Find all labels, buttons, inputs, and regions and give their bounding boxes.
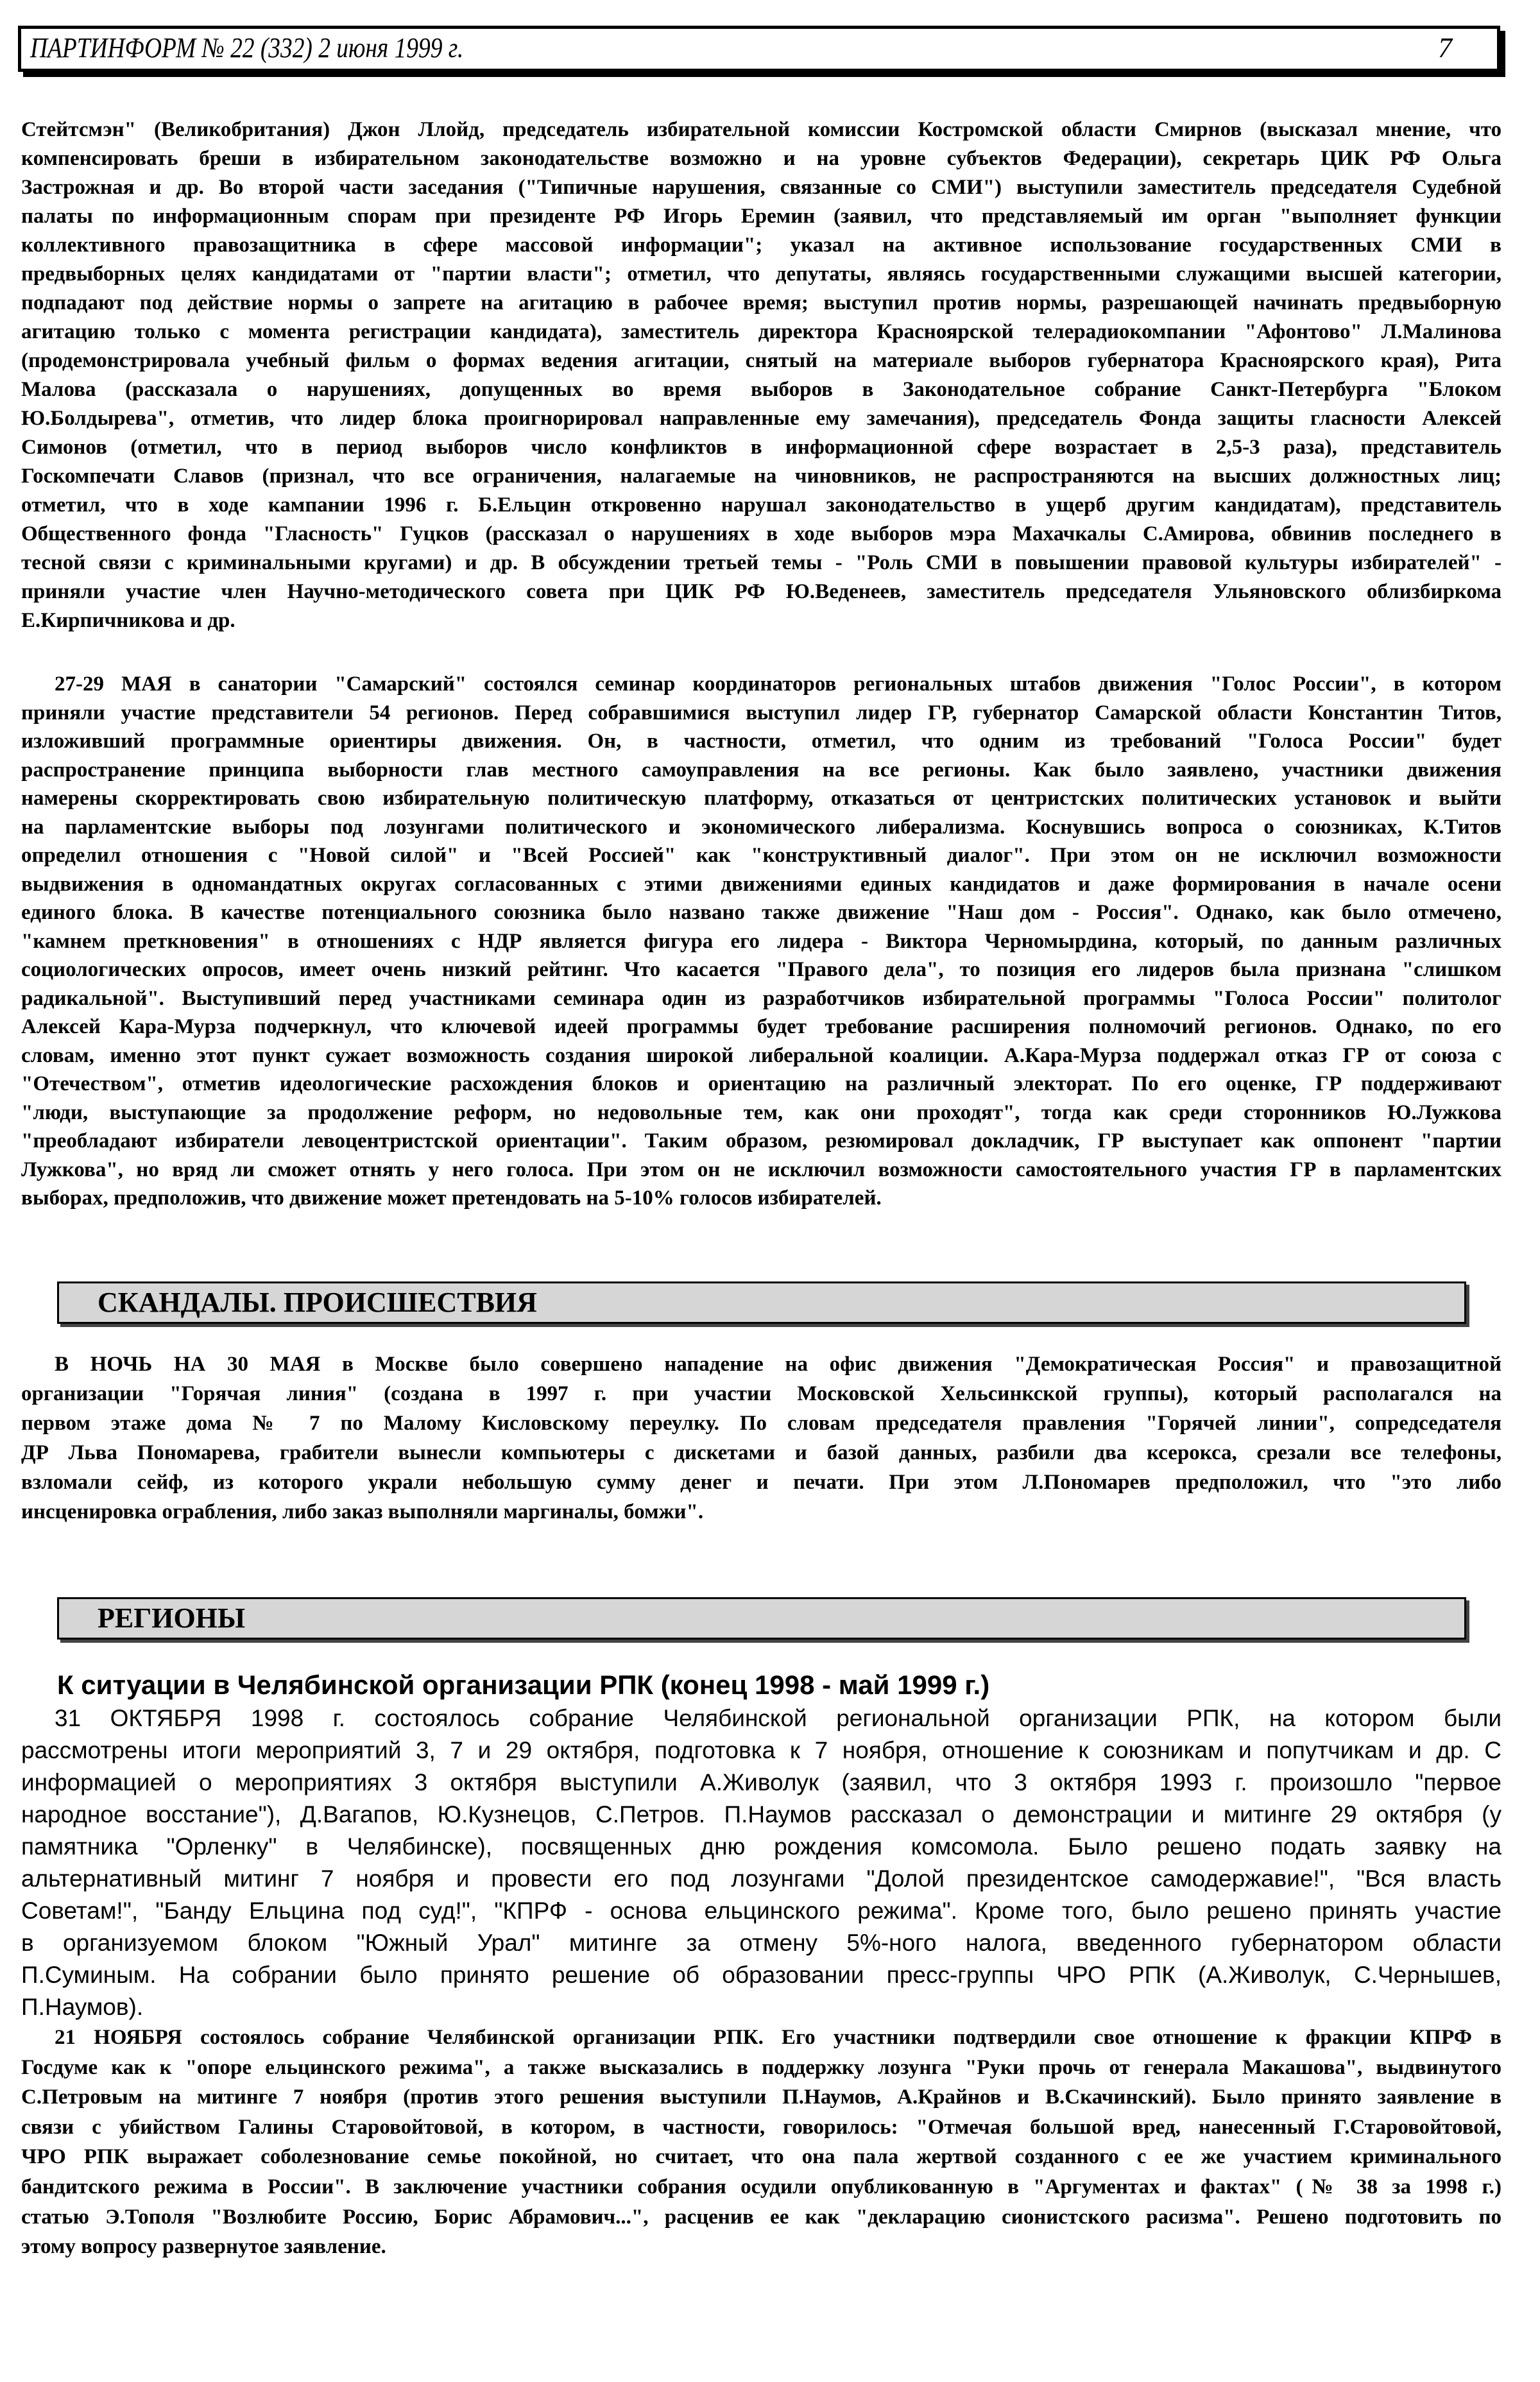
text-line: приняли участие представители 54 регионов. Перед собравшимися выступил лидер ГР, губернатор Самарской области Константин Титов, xyxy=(21,701,1502,724)
text-line: 21 НОЯБРЯ состоялось собрание Челябинской организации РПК. Его участники подтвердили свое отношение к фракции КПРФ в xyxy=(55,2026,1502,2049)
text-line: Застрожная и др. Во второй части заседания ("Типичные нарушения, связанные со СМИ") выступили заместитель председателя Судебной xyxy=(21,176,1502,199)
text-line: информацией о мероприятиях 3 октября выступили А.Живолук (заявил, что 3 октября 1993 г. произошло "первое xyxy=(21,1769,1502,1795)
text-line: тесной связи с криминальными кругами) и др. В обсуждении третьей темы - "Роль СМИ в повышении правовой культуры избирателей" - xyxy=(21,551,1502,574)
text-line: инсценировка ограбления, либо заказ выполняли маргиналы, бомжи". xyxy=(21,1500,704,1523)
paragraph-golos-rossii xyxy=(21,670,1502,1213)
text-line: ДР Льва Пономарева, грабители вынесли компьютеры с дискетами и базой данных, разбили два ксерокса, срезали все телефоны, xyxy=(21,1441,1502,1464)
section-header-regions xyxy=(57,1597,1466,1640)
section-title: РЕГИОНЫ xyxy=(98,1602,246,1634)
text-line: П.Суминым. На собрании было принято решение об образовании пресс-группы ЧРО РПК (А.Живолук, С.Чернышев, xyxy=(21,1962,1502,1988)
text-line: Общественного фонда "Гласность" Гуцков (рассказал о нарушениях в ходе выборов мэра Махачкалы С.Амирова, обвинив последнего в xyxy=(21,522,1502,545)
text-line: Советам!", "Банду Ельцина под суд!", "КПРФ - основа ельцинского режима". Кроме того, было решено принять участие xyxy=(21,1898,1502,1924)
text-line: на парламентские выборы под лозунгами политического и экономического либерализма. Коснувшись вопроса о союзниках, К.Титов xyxy=(21,815,1502,839)
text-line: (продемонстрировала учебный фильм о формах ведения агитации, снятый на материале выборов губернатора Красноярского края), Рита xyxy=(21,349,1502,372)
text-line: П.Наумов). xyxy=(21,1994,144,2020)
text-line: намерены скорректировать свою избирательную политическую платформу, отказаться от центристских политических установок и выйти xyxy=(21,787,1502,810)
text-line: 27-29 МАЯ в санатории "Самарский" состоялся семинар координаторов региональных штабов движения "Голос России", в котором xyxy=(55,673,1502,696)
text-line: Симонов (отметил, что в период выборов число конфликтов в информационной сфере возрастает в 2,5-3 раза), представитель xyxy=(21,436,1502,459)
text-line: единого блока. В качестве потенциального союзника было названо также движение "Наш дом - Россия". Однако, как было отмечено, xyxy=(21,901,1502,924)
text-line: предвыборных целях кандидатами от "партии власти"; отметил, что депутаты, являясь государственными служащими высшей категории, xyxy=(21,262,1502,286)
article-title: К ситуации в Челябинской организации РПК (конец 1998 - май 1999 г.) xyxy=(57,1670,990,1700)
text-line: первом этаже дома № 7 по Малому Кисловскому переулку. По словам председателя правления "Горячей линии", сопредседателя xyxy=(21,1412,1502,1435)
text-line: ЧРО РПК выражает соболезнование семье покойной, но считает, что она пала жертвой созданного с ее же участием криминального xyxy=(21,2145,1502,2169)
text-line: памятника "Орленку" в Челябинске), посвященных дню рождения комсомола. Было решено подать заявку на xyxy=(21,1833,1502,1860)
text-line: Стейтсмэн" (Великобритания) Джон Ллойд, председатель избирательной комиссии Костромской области Смирнов (высказал мнение, что xyxy=(21,118,1502,141)
text-line: подпадают под действие нормы о запрете на агитацию в рабочее время; выступил против нормы, разрешающей начинать предвыборную xyxy=(21,291,1502,314)
text-line: радикальной". Выступивший перед участниками семинара один из разработчиков избирательной программы "Голоса России" политолог xyxy=(21,986,1502,1010)
paragraph-office-attack xyxy=(21,1350,1502,1527)
text-line: в организуемом блоком "Южный Урал" митинге за отмену 5%-ного налога, введенного губернатором области xyxy=(21,1930,1502,1956)
text-line: распространение принципа выборности глав местного самоуправления на все регионы. Как было заявлено, участники движения xyxy=(21,758,1502,782)
publication-title: ПАРТИНФОРМ № 22 (332) 2 июня 1999 г. xyxy=(30,32,464,64)
text-line: рассмотрены итоги мероприятий 3, 7 и 29 октября, подготовка к 7 ноября, отношение к союзникам и попутчикам и др. С xyxy=(21,1737,1502,1763)
text-line: социологических опросов, имеет очень низкий рейтинг. Что касается "Правого дела", то позиция его лидеров была признана "слишком xyxy=(21,958,1502,981)
text-line: Лужкова", но вряд ли сможет отнять у него голоса. При этом он не исключил возможности самостоятельного участия ГР в парламентских xyxy=(21,1158,1502,1181)
text-line: организации "Горячая линия" (создана в 1997 г. при участии Московской Хельсинкской группы), который располагался на xyxy=(21,1382,1502,1405)
text-line: выборах, предположив, что движение может претендовать на 5-10% голосов избирателей. xyxy=(21,1187,882,1210)
text-line: отметил, что в ходе кампании 1996 г. Б.Ельцин откровенно нарушал законодательство в ущерб другим кандидатам), представитель xyxy=(21,493,1502,517)
paragraph-election-seminar xyxy=(21,116,1502,635)
text-line: приняли участие член Научно-методического совета при ЦИК РФ Ю.Веденеев, заместитель председателя Ульяновского облизбиркома xyxy=(21,580,1502,603)
text-line: 31 ОКТЯБРЯ 1998 г. состоялось собрание Челябинской региональной организации РПК, на котором были xyxy=(55,1705,1502,1731)
text-line: народное восстание"), Д.Вагапов, Ю.Кузнецов, С.Петров. П.Наумов рассказал о демонстрации и митинге 29 октября (у xyxy=(21,1801,1502,1828)
text-line: связи с убийством Галины Старовойтовой, в котором, в частности, говорилось: "Отмечая большой вред, нанесенный Г.Старовойтовой, xyxy=(21,2115,1502,2139)
page-number: 7 xyxy=(1438,32,1452,64)
text-line: Алексей Кара-Мурза подчеркнул, что ключевой идеей программы будет требование расширения полномочий регионов. Однако, по его xyxy=(21,1015,1502,1038)
text-line: выдвижения в одномандатных округах согласованных с этими движениями единых кандидатов и даже формирования в начале осени xyxy=(21,872,1502,896)
text-line: агитацию только с момента регистрации кандидата), заместитель директора Красноярской телерадиокомпании "Афонтово" Л.Малинова xyxy=(21,320,1502,343)
text-line: определил отношения с "Новой силой" и "Всей Россией" как "конструктивный диалог". При этом он не исключил возможности xyxy=(21,844,1502,867)
text-line: В НОЧЬ НА 30 МАЯ в Москве было совершено нападение на офис движения "Демократическая Россия" и правозащитной xyxy=(55,1353,1502,1376)
text-line: "Отечеством", отметив идеологические расхождения блоков и ориентацию на различный электорат. По его оценке, ГР поддерживают xyxy=(21,1072,1502,1095)
text-line: компенсировать бреши в избирательном законодательстве возможно и на уровне субъектов Федерации), секретарь ЦИК РФ Ольга xyxy=(21,147,1502,170)
text-line: "люди, выступающие за продолжение реформ, но недовольные тем, как они проходят", тогда как среди сторонников Ю.Лужкова xyxy=(21,1101,1502,1124)
text-line: С.Петровым на митинге 7 ноября (против этого решения выступили П.Наумов, А.Крайнов и В.Скачинский). Было принято заявление в xyxy=(21,2086,1502,2109)
text-line: словам, именно этот пункт сужает возможность создания широкой либеральной коалиции. А.Кара-Мурза поддержал отказ ГР от союза с xyxy=(21,1043,1502,1067)
text-line: Е.Кирпичникова и др. xyxy=(21,609,235,632)
text-line: альтернативный митинг 7 ноября и провести его под лозунгами "Долой президентское самодержавие!", "Вся власть xyxy=(21,1865,1502,1892)
text-line: палаты по информационным спорам при президенте РФ Игорь Еремин (заявил, что представляемый им орган "выполняет функции xyxy=(21,205,1502,228)
section-title: СКАНДАЛЫ. ПРОИСШЕСТВИЯ xyxy=(98,1287,537,1318)
text-line: коллективного правозащитника в сфере массовой информации"; указал на активное использование государственных СМИ в xyxy=(21,234,1502,257)
paragraph-november-meeting xyxy=(21,2023,1502,2262)
page-header xyxy=(18,26,1500,72)
text-line: взломали сейф, из которого украли небольшую сумму денег и печати. При этом Л.Пономарев предположил, что "это либо xyxy=(21,1471,1502,1494)
text-line: статью Э.Тополя "Возлюбите Россию, Борис Абрамович...", расценив ее как "декларацию сионистского расизма". Решено подготовить по xyxy=(21,2205,1502,2229)
text-line: Ю.Болдырева", отметив, что лидер блока проигнорировал направленные ему замечания), председатель Фонда защиты гласности Алексей xyxy=(21,407,1502,430)
text-line: Госдуме как к "опоре ельцинского режима", а также высказались в поддержку лозунга "Руки прочь от генерала Макашова", выдвинутого xyxy=(21,2055,1502,2079)
text-line: бандитского режима в России". В заключение участники собрания осудили опубликованную в "Аргументах и фактах" (№ 38 за 1998 г.) xyxy=(21,2175,1502,2198)
paragraph-october-meeting xyxy=(21,1702,1502,2023)
text-line: Малова (рассказала о нарушениях, допущенных во время выборов в Законодательное собрание Санкт-Петербурга "Блоком xyxy=(21,378,1502,401)
text-line: "преобладают избиратели левоцентристской ориентации". Таким образом, резюмировал докладчик, ГР выступает как оппонент "партии xyxy=(21,1129,1502,1152)
text-line: этому вопросу развернутое заявление. xyxy=(21,2235,386,2259)
text-line: изложивший программные ориентиры движения. Он, в частности, отметил, что одним из требований "Голоса России" будет xyxy=(21,730,1502,753)
text-line: Госкомпечати Славов (признал, что все ограничения, налагаемые на чиновников, не распространяются на высших должностных лиц; xyxy=(21,465,1502,488)
section-header-scandals xyxy=(57,1281,1466,1324)
text-line: "камнем преткновения" в отношениях с НДР является фигура его лидера - Виктора Черномырдина, который, по данным различных xyxy=(21,929,1502,953)
